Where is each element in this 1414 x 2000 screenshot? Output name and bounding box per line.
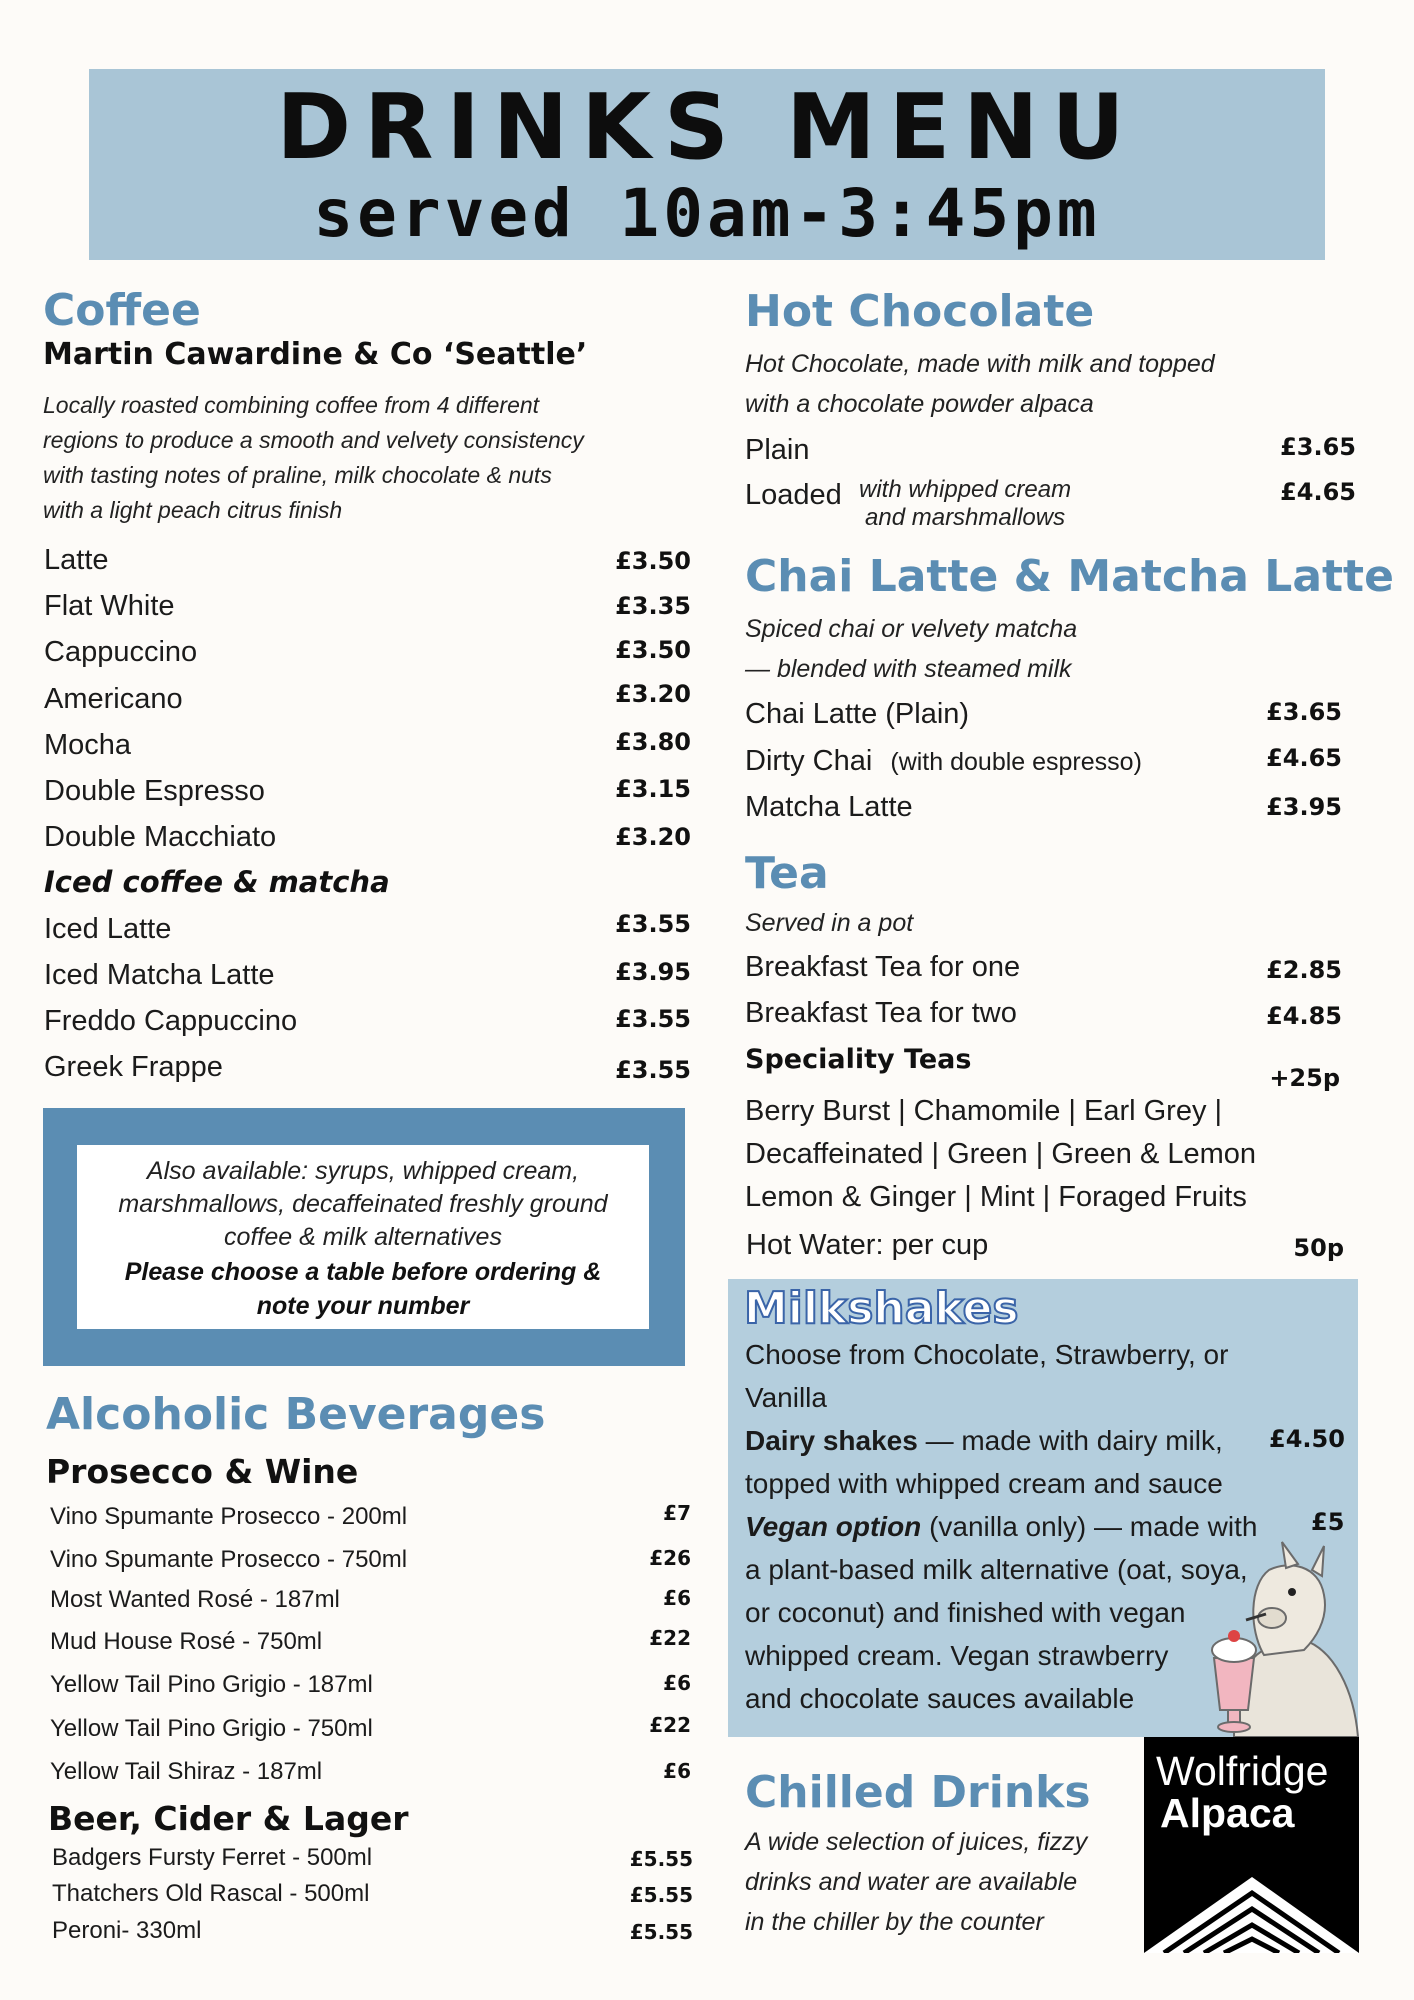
menu-item: Peroni- 330ml — [52, 1917, 202, 1944]
menu-item-price: £22 — [649, 1626, 691, 1650]
alcohol-title: Alcoholic Beverages — [46, 1389, 546, 1440]
menu-item: Chai Latte (Plain) — [745, 698, 970, 730]
menu-item: Double Espresso — [44, 775, 265, 807]
menu-item-price: £4.65 — [1266, 744, 1342, 772]
hot-chocolate-title: Hot Chocolate — [745, 286, 1095, 337]
speciality-teas-list: Berry Burst | Chamomile | Earl Grey | Decaffeinated | Green | Green & Lemon Lemon & Ginger | Mint | Foraged Fruits — [745, 1095, 1257, 1213]
milkshakes-intro: Choose from Chocolate, Strawberry, or — [745, 1339, 1229, 1370]
menu-item-price: £3.65 — [1266, 698, 1342, 726]
beer-heading: Beer, Cider & Lager — [48, 1799, 409, 1838]
menu-item: Double Macchiato — [44, 821, 277, 853]
menu-item-price: £3.55 — [615, 1056, 691, 1084]
dairy-shakes-price: £4.50 — [1269, 1425, 1345, 1453]
menu-item-price: £5.55 — [629, 1883, 693, 1907]
menu-item-price: £4.85 — [1266, 1002, 1342, 1030]
vegan-option-line: Vegan option (vanilla only) — made with — [745, 1511, 1258, 1542]
menu-item: Dirty Chai (with double espresso) — [745, 745, 1142, 777]
menu-item: Latte — [44, 544, 109, 576]
menu-item-price: £3.20 — [615, 823, 691, 851]
menu-title: DRINKS MENU — [276, 75, 1138, 180]
menu-item-price: £3.55 — [615, 910, 691, 938]
menu-item-price: £5.55 — [629, 1920, 693, 1944]
menu-item-price: 50p — [1293, 1234, 1344, 1262]
menu-item: Yellow Tail Pino Grigio - 750ml — [50, 1715, 373, 1742]
vegan-option-line: and chocolate sauces available — [745, 1683, 1135, 1714]
milkshakes-intro: Vanilla — [745, 1382, 827, 1413]
menu-item: Vino Spumante Prosecco - 750ml — [50, 1546, 408, 1573]
menu-item-price: £2.85 — [1266, 956, 1342, 984]
menu-item-price: £6 — [663, 1671, 691, 1695]
menu-item-price: £26 — [649, 1546, 691, 1570]
menu-item-price: £6 — [663, 1759, 691, 1783]
menu-item: Most Wanted Rosé - 187ml — [50, 1586, 340, 1613]
info-box — [43, 1108, 685, 1366]
menu-item-price: £7 — [663, 1501, 691, 1525]
menu-item: Plain — [745, 434, 810, 466]
menu-item-price: £3.95 — [1266, 793, 1342, 821]
menu-item-price: £3.65 — [1280, 433, 1356, 461]
chilled-title: Chilled Drinks — [745, 1767, 1091, 1818]
speciality-teas-heading: Speciality Teas — [745, 1044, 972, 1075]
menu-item-price: £3.95 — [615, 958, 691, 986]
menu-item-price: £22 — [649, 1713, 691, 1737]
menu-item-price: £4.65 — [1280, 478, 1356, 506]
mountain-pattern-icon — [1144, 1857, 1359, 1953]
menu-item: Breakfast Tea for one — [745, 951, 1021, 983]
ordering-instruction: Please choose a table before ordering & note your number — [124, 1258, 602, 1320]
alpaca-milkshake-illustration — [1194, 1540, 1360, 1737]
menu-item: Flat White — [44, 590, 175, 622]
menu-item: Greek Frappe — [44, 1051, 223, 1083]
menu-item: Freddo Cappuccino — [44, 1005, 298, 1037]
info-box-inner — [77, 1145, 649, 1329]
menu-item-price: £3.15 — [615, 775, 691, 803]
menu-item-note: with whipped cream and marshmallows — [859, 476, 1072, 531]
menu-item: Breakfast Tea for two — [745, 997, 1017, 1029]
vegan-option-line: or coconut) and finished with vegan — [745, 1597, 1186, 1628]
menu-item-price: £3.50 — [615, 636, 691, 664]
menu-item: Loaded — [745, 479, 842, 511]
wine-heading: Prosecco & Wine — [46, 1452, 359, 1491]
menu-item: Iced Matcha Latte — [44, 959, 275, 991]
tea-description: Served in a pot — [745, 909, 914, 937]
menu-item: Badgers Fursty Ferret - 500ml — [52, 1844, 373, 1871]
menu-item: Matcha Latte — [745, 791, 913, 823]
tea-title: Tea — [745, 848, 829, 899]
info-text: Also available: syrups, whipped cream, marshmallows, decaffeinated freshly ground coffee & milk alternatives — [118, 1157, 608, 1251]
menu-item: Yellow Tail Pino Grigio - 187ml — [50, 1671, 373, 1698]
menu-item: Yellow Tail Shiraz - 187ml — [50, 1758, 323, 1785]
vegan-option-line: whipped cream. Vegan strawberry — [745, 1640, 1169, 1671]
vegan-option-line: a plant-based milk alternative (oat, soya, — [745, 1554, 1248, 1585]
milkshakes-title: Milkshakes — [744, 1283, 1019, 1334]
menu-item: Cappuccino — [44, 636, 198, 668]
menu-item-price: £5.55 — [629, 1847, 693, 1871]
iced-heading: Iced coffee & matcha — [44, 865, 390, 899]
vegan-option-price: £5 — [1311, 1508, 1345, 1536]
chai-title: Chai Latte & Matcha Latte — [745, 551, 1394, 602]
wolfridge-alpaca-logo: Wolfridge Alpaca — [1144, 1737, 1359, 1953]
menu-item: Vino Spumante Prosecco - 200ml — [50, 1503, 408, 1530]
chai-description: Spiced chai or velvety matcha — blended with steamed milk — [745, 615, 1078, 683]
coffee-brand: Martin Cawardine & Co ‘Seattle’ — [43, 337, 588, 372]
menu-item: Iced Latte — [44, 913, 172, 945]
menu-item-price: £3.80 — [615, 728, 691, 756]
hot-chocolate-description: Hot Chocolate, made with milk and topped with a chocolate powder alpaca — [745, 350, 1215, 418]
dairy-shakes-line: topped with whipped cream and sauce — [745, 1468, 1223, 1499]
menu-item-price: £6 — [663, 1586, 691, 1610]
menu-item: Mocha — [44, 729, 132, 761]
menu-item-price: £3.50 — [615, 547, 691, 575]
menu-item: Americano — [44, 683, 183, 715]
chilled-description: A wide selection of juices, fizzy drinks and water are available in the chiller by the counter — [745, 1828, 1088, 1936]
menu-item: Thatchers Old Rascal - 500ml — [52, 1880, 370, 1907]
menu-header — [89, 69, 1325, 260]
menu-item: Hot Water: per cup — [746, 1229, 989, 1261]
menu-item-price: £3.35 — [615, 592, 691, 620]
menu-item-price: £3.20 — [615, 680, 691, 708]
menu-hours: served 10am-3:45pm — [313, 175, 1101, 252]
menu-item: Mud House Rosé - 750ml — [50, 1628, 323, 1655]
coffee-description: Locally roasted combining coffee from 4 different regions to produce a smooth and velvety consistency with tasting notes of praline, milk chocolate & nuts with a light peach citrus finish — [43, 392, 584, 523]
speciality-teas-price: +25p — [1269, 1064, 1340, 1092]
coffee-title: Coffee — [43, 285, 201, 336]
dairy-shakes-line: Dairy shakes — made with dairy milk, — [745, 1425, 1223, 1456]
menu-item-note: (with double espresso) — [890, 748, 1142, 776]
menu-item-price: £3.55 — [615, 1005, 691, 1033]
